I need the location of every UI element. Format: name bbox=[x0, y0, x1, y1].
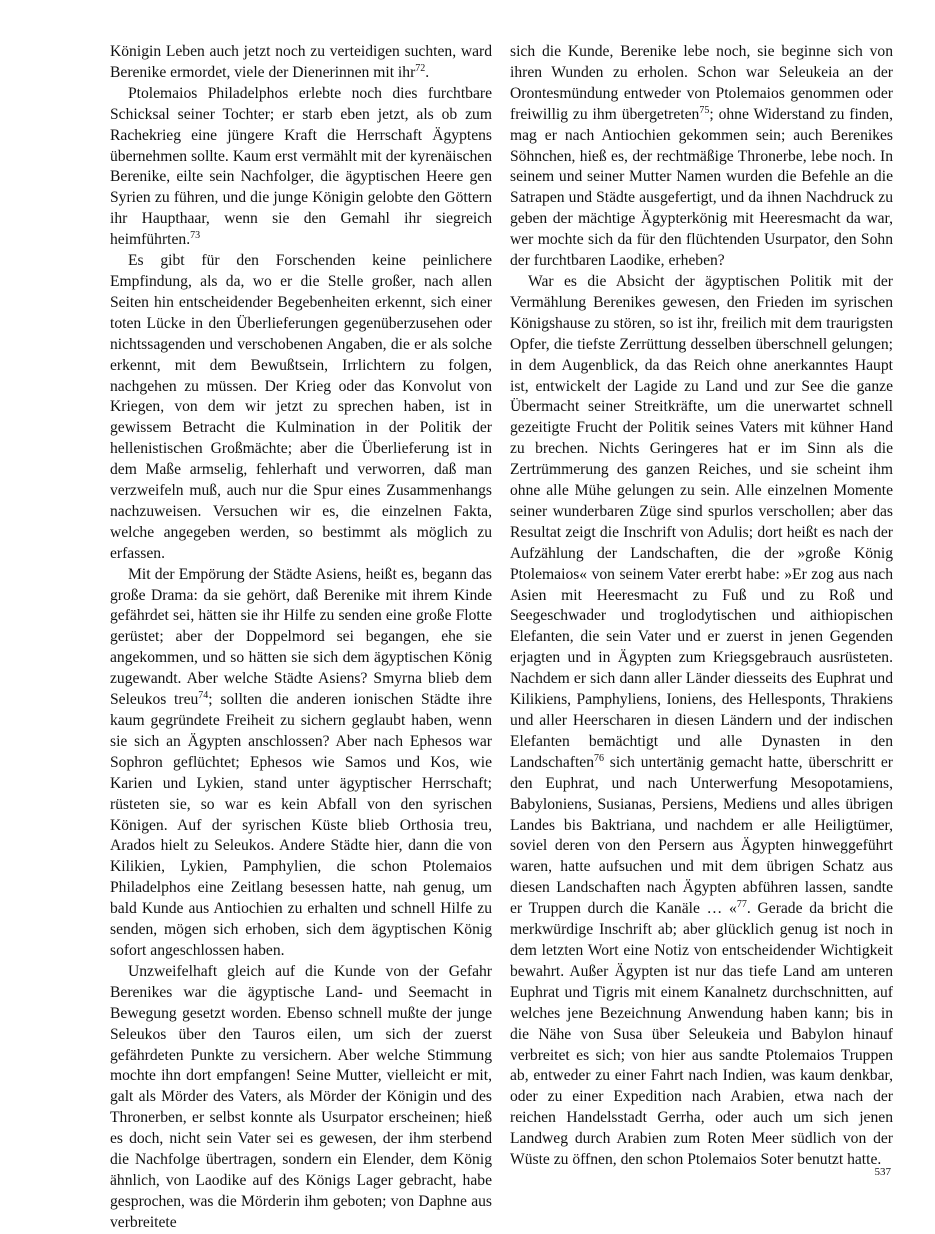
paragraph: Unzweifelhaft gleich auf die Kunde von der Gefahr Berenikes war die ägyptische Land- und Seemacht in Bewegung gesetzt worden. Ebenso schnell mußte der junge Seleukos über den Tauros eilen, um sich der zuerst gefährdeten Punkte zu versichern. Aber welche Stimmung mochte ihn dort empfangen! Seine Mutter, vielleicht er mit, galt als Mörder des Vaters, als Mörder der Königin und des Thronerben, er selbst konnte als Usurpator erscheinen; hieß es doch, nicht sein Vater sei es gewesen, der ihm sterbend die Nachfolge übertragen, sondern ein Elender, dem König ähnlich, von Laodike auf des Königs Lager gebracht, habe gesprochen, was die Mörderin ihm geboten; von Daphne aus verbreitete bbox=[110, 962, 492, 1231]
footnote-ref[interactable]: 77 bbox=[736, 898, 747, 910]
footnote-ref[interactable]: 72 bbox=[415, 62, 426, 74]
footnote-ref[interactable]: 75 bbox=[699, 104, 710, 116]
left-column bbox=[110, 42, 492, 1234]
footnote-ref[interactable]: 76 bbox=[594, 752, 604, 764]
paragraph: sich die Kunde, Berenike lebe noch, sie beginne sich von ihren Wunden zu erholen. Schon war Seleukeia an der Orontesmündung entweder von Ptolemaios genommen oder freiwillig zu ihm übergetreten$^{75}$; ohne Widerstand zu finden, mag er nach Antiochien gekommen sein; auch Berenikes Söhnchen, hieß es, der rechtmäßige Thronerbe, lebe noch. In seinem und seiner Mutter Namen wurden die Befehle an die Satrapen und Städte ausgefertigt, und da ihnen Nachdruck zu geben der mächtige Ägypterkönig mit Heeresmacht da war, wer mochte sich da für den flüchtenden Usurpator, den Sohn der furchtbaren Laodike, erheben? bbox=[510, 43, 893, 270]
paragraph: Es gibt für den Forschenden keine peinlichere Empfindung, als da, wo er die Stelle großer, nach allen Seiten hin entscheidender Begebenheiten erkennt, sich einer toten Lücke in den Überlieferungen gegenüberzusehen oder nichtssagenden und verschobenen Angaben, die er als solche erkennt, mit dem Bewußtsein, Irrlichtern zu folgen, nachgehen zu müssen. Der Krieg oder das Konvolut von Kriegen, von dem wir jetzt zu sprechen haben, ist in gewissem Betracht die Kulmination in der Politik der hellenistischen Großmächte; aber die Überlieferung ist in dem Maße armselig, fehlerhaft und verworren, daß man verzweifeln muß, auch nur die Spur eines Zusammenhangs nachzuweisen. Versuchen wir es, die einzelnen Fakta, welche angegeben werden, so bestimmt als möglich zu erfassen. bbox=[110, 252, 492, 562]
right-column bbox=[510, 42, 893, 1171]
paragraph: War es die Absicht der ägyptischen Politik mit der Vermählung Berenikes gewesen, den Frieden im syrischen Königshause zu stören, so ist ihr, freilich mit dem traurigsten Opfer, die tiefste Zerrüttung desselben überschnell gelungen; in dem Augenblick, da das Reich ohne anerkanntes Haupt ist, entwickelt der Lagide zu Land und zur See die ganze Übermacht seiner Streitkräfte, um die unerwartet schnell gezeitigte Frucht der Politik seines Vaters mit kühner Hand zu brechen. Nichts Geringeres hat er im Sinn als die Zertrümmerung des ganzen Reiches, und sie scheint ihm ohne alle Mühe gelungen zu sein. Alle einzelnen Momente seiner wunderbaren Züge sind spurlos verschollen; aber das Resultat zeigt die Inschrift von Adulis; dort heißt es nach der Aufzählung der Landschaften, die der »große König Ptolemaios« von seinem Vater ererbt habe: »Er zog aus nach Asien mit Heeresmacht zu Fuß und zu Roß und Seegeschwader und troglodytischen und aithiopischen Elefanten, die sein Vater und er zuerst in jenen Gegenden erjagten und in Ägypten zum Kriegsgebrauch ausrüsteten. Nachdem er sich dann aller Länder diesseits des Euphrat und Kilikiens, Pamphyliens, Ioniens, des Hellesponts, Thrakiens und aller Heerscharen in diesen Ländern und der indischen Elefanten bemächtigt und alle Dynasten in den Landschaften$^{76}$ sich untertänig gemacht hatte, überschritt er den Euphrat, und nach Unterwerfung Mesopotamiens, Babyloniens, Susianas, Persiens, Mediens und alles übrigen Landes bis Baktriana, und nachdem er alle Heiligtümer, soviel deren von den Persern aus Ägypten hinweggeführt waren, hatte aufsuchen und mit dem übrigen Schatz aus diesen Landschaften nach Ägypten abführen lassen, sandte er Truppen durch die Kanäle … «$^{77}$. Gerade da bricht die merkwürdige Inschrift ab; aber glücklich genug ist noch in dem letzten Wort eine Notiz von entscheidender Wichtigkeit bewahrt. Außer Ägypten ist nur das tiefe Land am unteren Euphrat und Tigris mit einem Kanalnetz durchschnitten, auf welches jene Bezeichnung Anwendung haben kann; bis in die Nähe von Susa über Seleukeia und Babylon hinauf verbreitet es sich; von hier aus sandte Ptolemaios Truppen ab, entweder zu einer Fahrt nach Indien, was kaum denkbar, oder zu einer Expedition nach Arabien, etwa nach der reichen Handelsstadt Gerrha, oder auch um sich jenen Landweg durch Arabien zum Roten Meer südlich von der Wüste zu öffnen, den schon Ptolemaios Soter benutzt hatte. bbox=[510, 272, 893, 1169]
paragraph: Ptolemaios Philadelphos erlebte noch dies furchtbare Schicksal seiner Tochter; er starb eben jetzt, als ob zum Rachekrieg eine jüngere Kraft die Herrschaft Ägyptens übernehmen sollte. Kaum erst vermählt mit der kyrenäischen Berenike, eilte sein Nachfolger, die ägyptischen Heere gen Syrien zu führen, und die junge Königin gelobte den Göttern ihr Haupthaar, wenn sie den Gemahl ihr siegreich heimführten.$^{73}$ bbox=[110, 84, 492, 249]
paragraph: Königin Leben auch jetzt noch zu verteidigen suchten, ward Berenike ermordet, viele der Dienerinnen mit ihr$^{72}$. bbox=[110, 43, 492, 81]
footnote-ref[interactable]: 73 bbox=[190, 229, 201, 241]
paragraph: Mit der Empörung der Städte Asiens, heißt es, begann das große Drama: da sie gehört, daß Berenike mit ihrem Kinde gefährdet sei, hätten sie ihr Hilfe zu senden eine große Flotte gerüstet; aber der Doppelmord sei begangen, ehe sie angekommen, und so hätten sie sich dem ägyptischen König zugewandt. Aber welche Städte Asiens? Smyrna blieb dem Seleukos treu$^{74}$; sollten die anderen ionischen Städte ihre kaum gegründete Freiheit zu sichern geglaubt haben, wenn sie sich an Ägypten anschlossen? Aber nach Ephesos war Sophron geflüchtet; Ephesos wie Samos und Kos, wie Karien und Lykien, stand unter ägyptischer Herrschaft; rüsteten sie, so war es kein Abfall von den syrischen Königen. Auf der syrischen Küste blieb Orthosia treu, Arados hielt zu Seleukos. Andere Städte hier, dann die von Kilikien, Lykien, Pamphylien, die schon Ptolemaios Philadelphos eine Zeitlang besessen hatte, nah genug, um bald Kunde aus Antiochien zu erhalten und schnell Hilfe zu senden, mögen sich erhoben, sich dem ägyptischen König sofort angeschlossen haben. bbox=[110, 565, 493, 959]
page-number: 537 bbox=[874, 1166, 891, 1178]
footnote-ref[interactable]: 74 bbox=[198, 689, 209, 701]
